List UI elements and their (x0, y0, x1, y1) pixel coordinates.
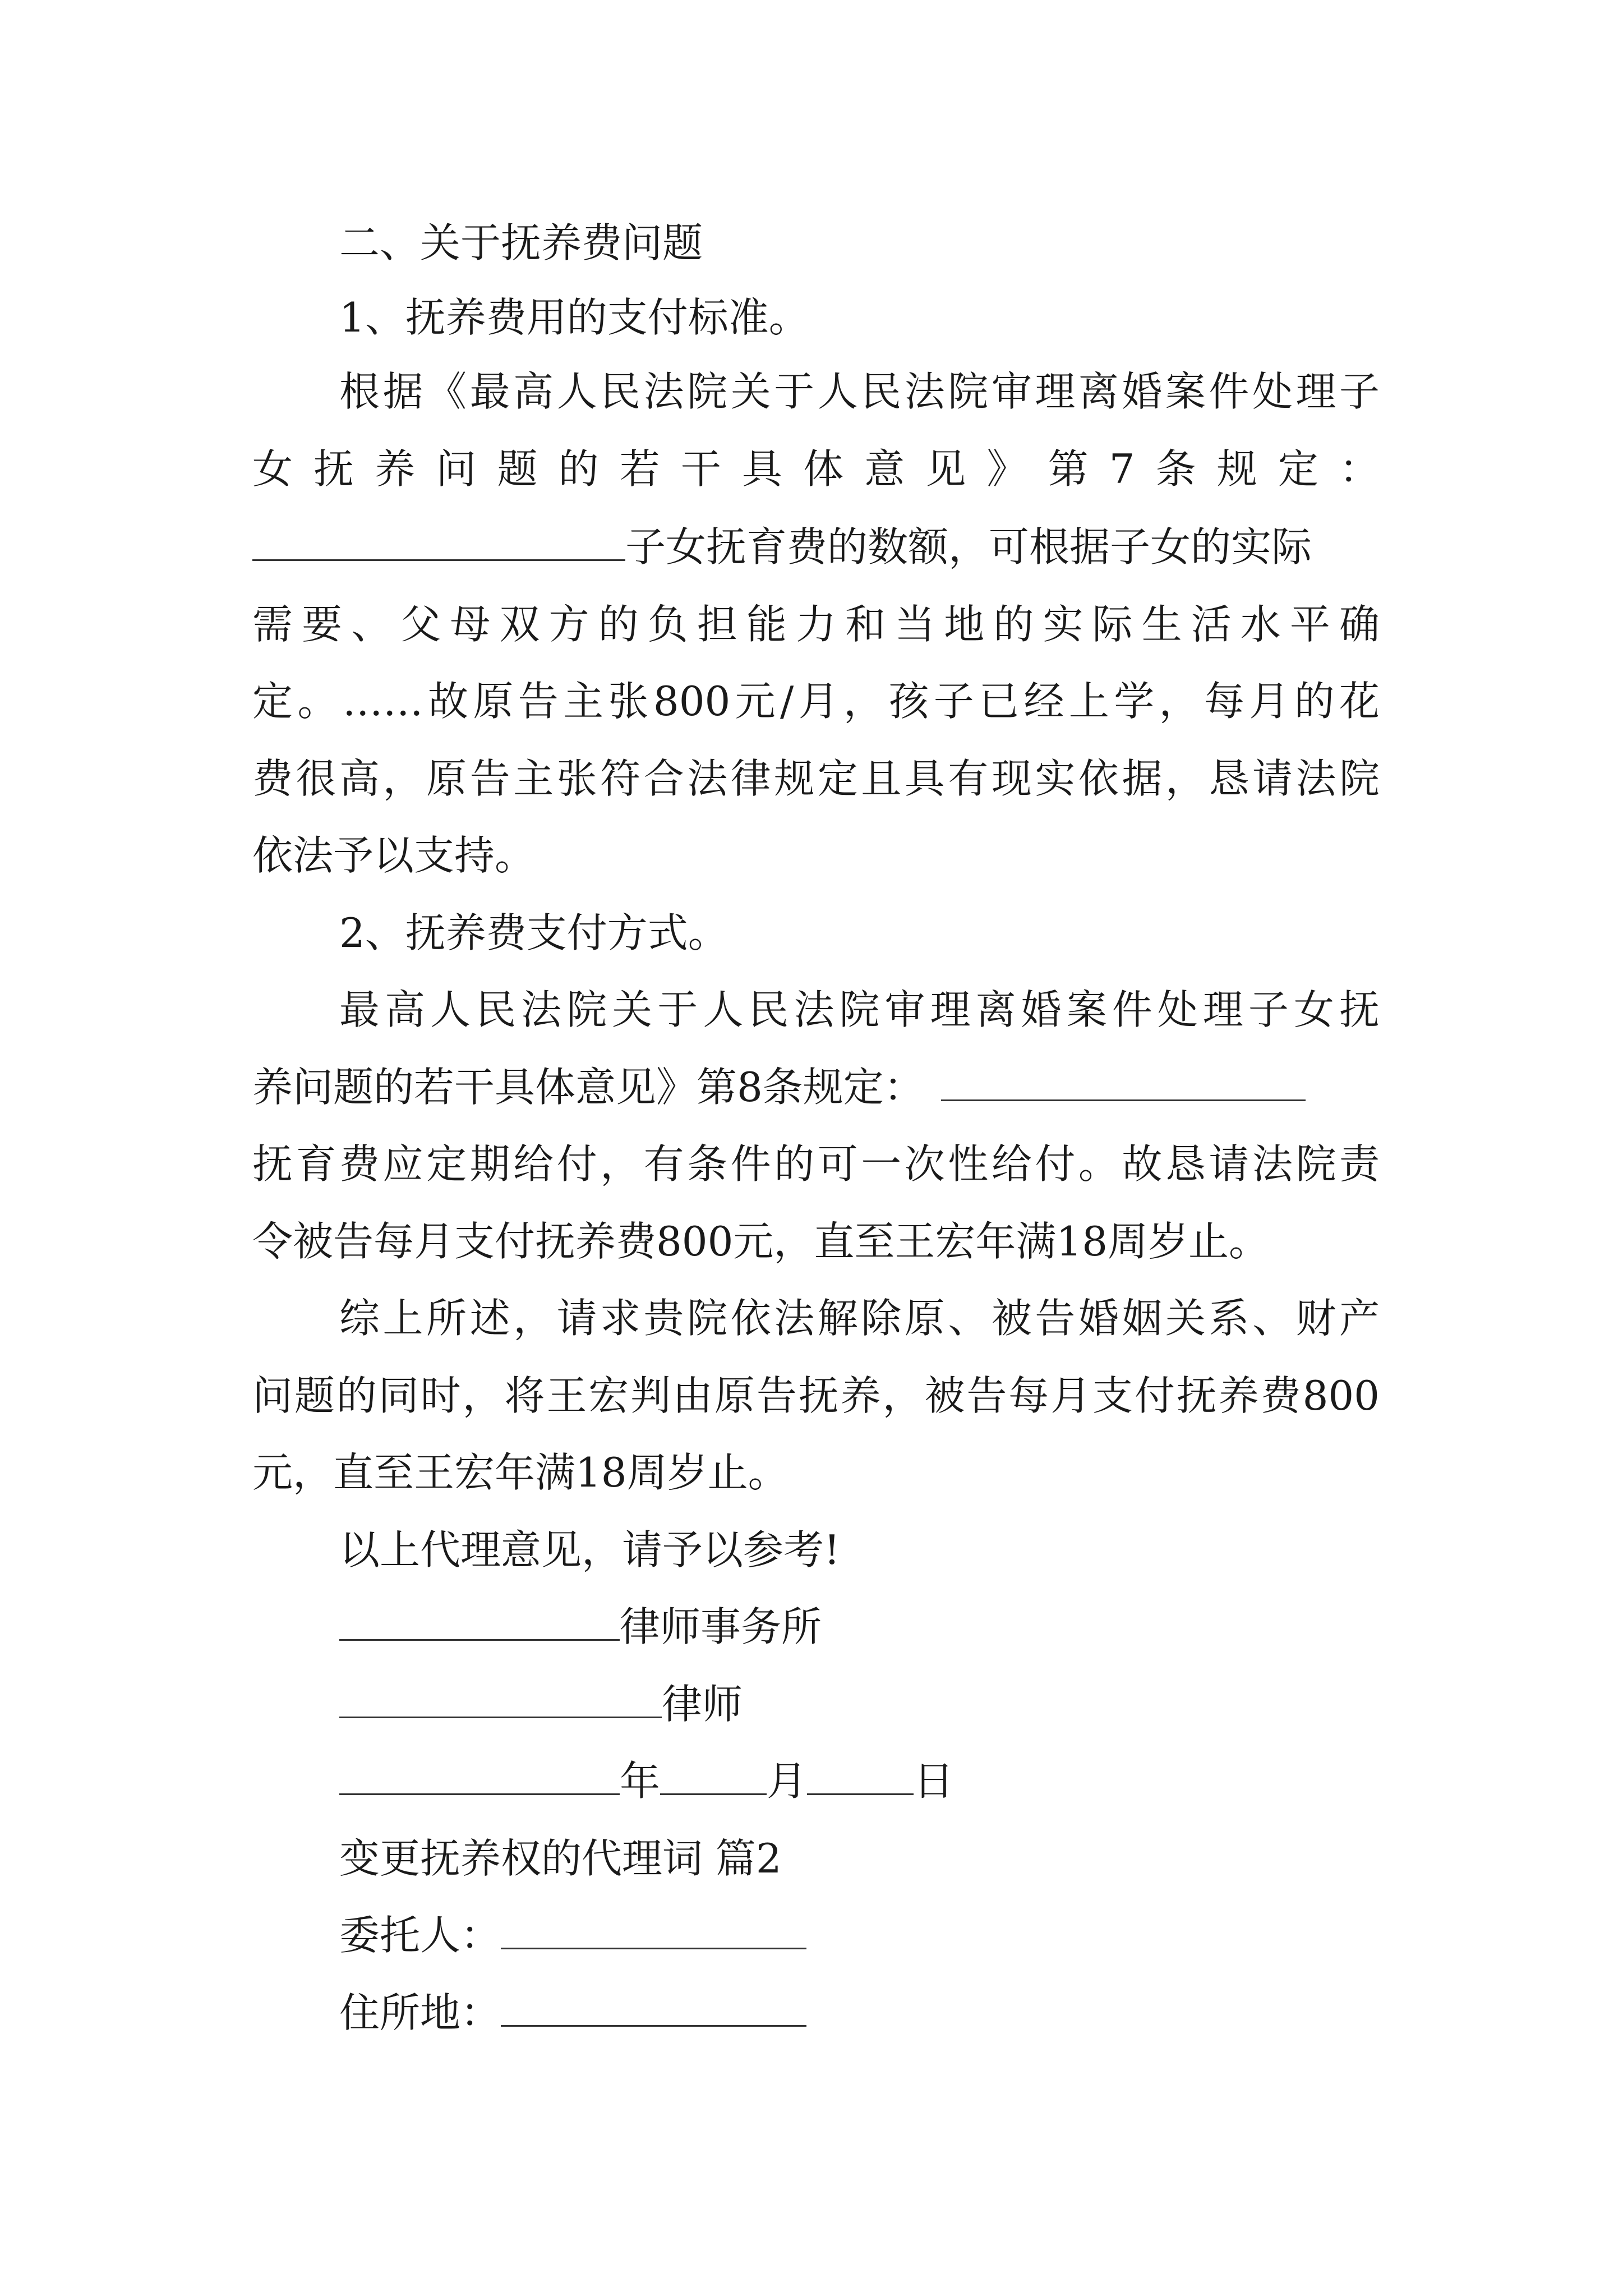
address-label: 住所地： (339, 1989, 501, 2036)
paragraph-line: 需要、父母双方的负担能力和当地的实际生活水平确 (252, 601, 1380, 648)
fill-blank (339, 1676, 662, 1718)
day-blank (807, 1753, 914, 1795)
item2-heading: 2、抚养费支付方式。 (339, 909, 728, 956)
month-blank (660, 1753, 767, 1795)
paragraph-line: 最高人民法院关于人民法院审理离婚案件处理子女抚 (339, 986, 1380, 1033)
fill-blank (941, 1059, 1306, 1101)
day-label: 日 (914, 1757, 955, 1805)
paragraph-line: 定。……故原告主张800元/月，孩子已经上学，每月的花 (252, 678, 1380, 725)
lawyer-label: 律师 (662, 1681, 743, 1728)
year-label: 年 (620, 1757, 661, 1805)
paragraph-line: 根据《最高人民法院关于人民法院审理离婚案件处理子 (339, 368, 1380, 415)
closing-line: 以上代理意见，请予以参考! (339, 1526, 840, 1573)
paragraph-line: 问题的同时，将王宏判由原告抚养，被告每月支付抚养费800 (252, 1372, 1380, 1419)
fill-blank (501, 1985, 806, 2027)
paragraph-line: 元，直至王宏年满18周岁止。 (252, 1449, 789, 1496)
paragraph-line: 令被告每月支付抚养费800元，直至王宏年满18周岁止。 (252, 1218, 1270, 1265)
paragraph-line: 依法予以支持。 (252, 832, 536, 879)
paragraph-line: 女抚养问题的若干具体意见》第7条规定： (252, 445, 1380, 493)
paragraph-line-with-blank (252, 508, 1380, 586)
fill-blank (339, 1599, 620, 1641)
address-field (339, 1973, 1467, 2052)
month-label: 月 (767, 1757, 808, 1805)
paragraph-text: 养问题的若干具体意见》第8条规定： (252, 1064, 924, 1111)
paragraph-line-with-blank (252, 1048, 1380, 1126)
client-label: 委托人： (339, 1912, 501, 1959)
section-title: 二、关于抚养费问题 (339, 219, 703, 266)
paragraph-text: 子女抚育费的数额，可根据子女的实际 (625, 523, 1312, 570)
fill-blank (501, 1907, 806, 1949)
signature-lawyer (339, 1665, 1467, 1743)
paragraph-line: 抚育费应定期给付，有条件的可一次性给付。故恳请法院责 (252, 1140, 1380, 1188)
item1-heading: 1、抚养费用的支付标准。 (339, 294, 809, 341)
firm-label: 律师事务所 (620, 1603, 822, 1650)
signature-date (339, 1742, 1467, 1820)
client-field (339, 1896, 1467, 1975)
paragraph-line: 综上所述，请求贵院依法解除原、被告婚姻关系、财产 (339, 1295, 1380, 1342)
year-blank (339, 1753, 620, 1795)
next-article-title: 变更抚养权的代理词 篇2 (339, 1835, 782, 1882)
signature-firm (339, 1588, 1467, 1666)
fill-blank (252, 519, 625, 561)
paragraph-line: 费很高，原告主张符合法律规定且具有现实依据，恳请法院 (252, 755, 1380, 802)
